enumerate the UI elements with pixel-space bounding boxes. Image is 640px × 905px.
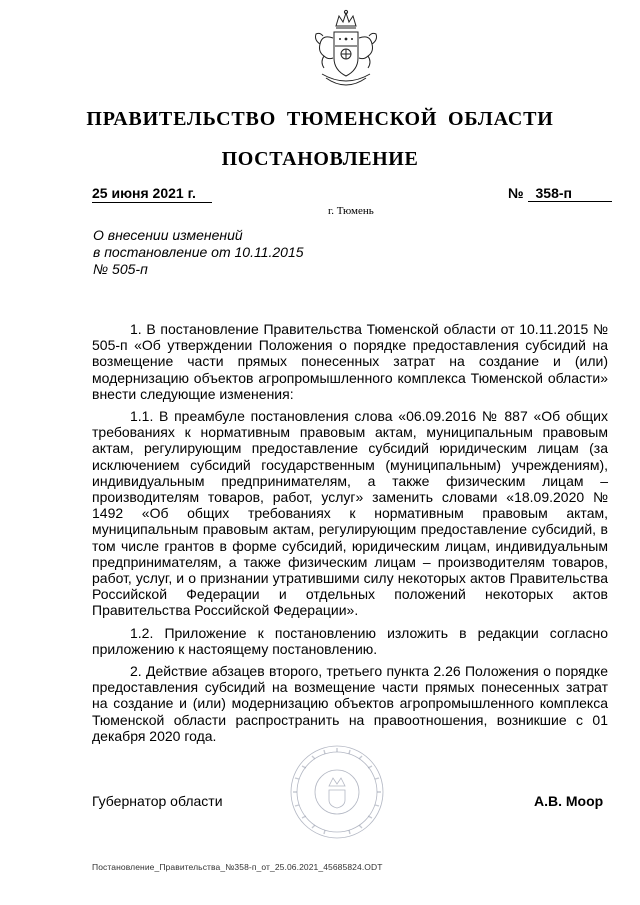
document-number xyxy=(508,185,612,202)
document-date: 25 июня 2021 г. xyxy=(92,185,212,203)
footer-filename: Постановление_Правительства_№358-п_от_25.06.2021_45685824.ODT xyxy=(92,862,383,872)
signer-position: Губернатор области xyxy=(92,793,223,809)
government-title: ПРАВИТЕЛЬСТВО ТЮМЕНСКОЙ ОБЛАСТИ xyxy=(86,108,554,130)
official-seal-icon xyxy=(287,742,387,842)
number-value: 358-п xyxy=(528,185,612,202)
body-paragraph: 1. В постановление Правительства Тюменской области от 10.11.2015 № 505-п «Об утверждении Положения о порядке предоставления субсидий на возмещение части прямых понесенных затрат на создание и (или) модернизацию объектов агропромышленного комплекса Тюменской области» внести следующие изменения: xyxy=(92,321,608,402)
subject-line: № 505-п xyxy=(93,261,148,277)
document-type: ПОСТАНОВЛЕНИЕ xyxy=(221,148,419,170)
city: г. Тюмень xyxy=(328,205,374,217)
number-sign: № xyxy=(508,185,524,201)
body-paragraph: 1.2. Приложение к постановлению изложить в редакции согласно приложению к настоящему постановлению. xyxy=(92,624,608,657)
body-paragraph: 2. Действие абзацев второго, третьего пункта 2.26 Положения о порядке предоставления субсидий на возмещение части прямых понесенных затрат на создание и (или) модернизацию объектов агропромышленного комплекса Тюменской области распространить на правоотношения, возникшие с 01 декабря 2020 года. xyxy=(92,663,608,744)
body-paragraph: 1.1. В преамбуле постановления слова «06.09.2016 № 887 «Об общих требованиях к нормативным правовым актам, муниципальным правовым актам, регулирующим предоставление субсидий юридическим лицам (за исключением субсидий государственным (муниципальным) учреждениям), индивидуальным предпринимателям, а также физическим лицам – производителям товаров, работ, услуг» заменить словами «18.09.2020 № 1492 «Об общих требованиях к нормативным правовым актам, муниципальным правовым актам, регулирующим предоставление субсидий, в том числе грантов в форме субсидий, юридическим лицам, индивидуальным предпринимателям, а также физическим лицам – производителям товаров, работ, услуг, и о признании утратившими силу некоторых актов Правительства Российской Федерации и отдельных положений некоторых актов Правительства Российской Федерации». xyxy=(92,408,608,619)
document-subject xyxy=(93,227,304,278)
document-body xyxy=(92,321,608,750)
signer-name: А.В. Моор xyxy=(534,793,604,809)
subject-line: в постановление от 10.11.2015 xyxy=(93,244,304,260)
coat-of-arms-icon xyxy=(306,8,386,94)
subject-line: О внесении изменений xyxy=(93,227,243,243)
